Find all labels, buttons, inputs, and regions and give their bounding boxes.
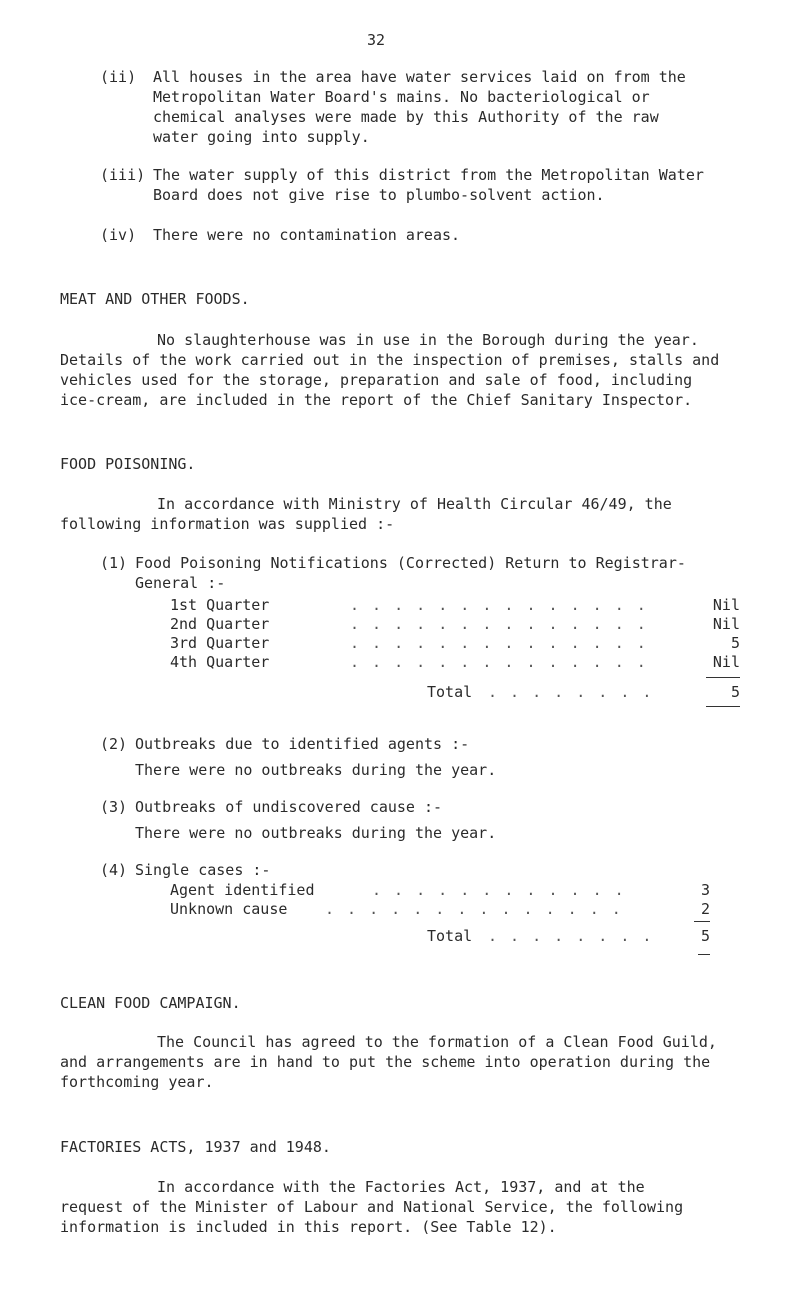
item-ii-line: water going into supply. [153, 128, 370, 146]
page-number: 32 [367, 31, 386, 49]
item1-line: Food Poisoning Notifications (Corrected) Return to Registrar- [135, 554, 686, 572]
leader-dots: . . . . . . . . [488, 683, 654, 701]
quarter-label: 2nd Quarter [170, 615, 270, 633]
total-underline [706, 706, 740, 707]
total-value: 5 [700, 927, 710, 945]
item-ii-label: (ii) [100, 68, 137, 86]
item3-text: There were no outbreaks during the year. [135, 824, 497, 842]
total-label: Total [427, 683, 473, 701]
leader-dots: . . . . . . . . . . . . . . [350, 653, 648, 671]
item-ii-line: chemical analyses were made by this Authority of the raw [153, 108, 659, 126]
item-iv-label: (iv) [100, 226, 137, 244]
item-ii-line: All houses in the area have water services laid on from the [153, 68, 686, 86]
item4-heading: Single cases :- [135, 861, 271, 879]
meat-line: vehicles used for the storage, preparation and sale of food, including [60, 371, 693, 389]
single-case-label: Unknown cause [170, 900, 288, 918]
item2-label: (2) [100, 735, 128, 753]
item1-line: General :- [135, 574, 226, 592]
item2-text: There were no outbreaks during the year. [135, 761, 497, 779]
leader-dots: . . . . . . . . . . . . [372, 881, 626, 899]
quarter-value: Nil [712, 615, 740, 633]
item3-label: (3) [100, 798, 128, 816]
total-label: Total [427, 927, 473, 945]
clean-food-line: forthcoming year. [60, 1073, 214, 1091]
item4-label: (4) [100, 861, 128, 879]
item-iii-label: (iii) [100, 166, 146, 184]
item-ii-line: Metropolitan Water Board's mains. No bacteriological or [153, 88, 650, 106]
quarter-label: 4th Quarter [170, 653, 270, 671]
item1-label: (1) [100, 554, 128, 572]
factories-line: information is included in this report. (See Table 12). [60, 1218, 557, 1236]
leader-dots: . . . . . . . . . . . . . . [350, 634, 648, 652]
sum-rule [694, 921, 710, 922]
leader-dots: . . . . . . . . . . . . . . [350, 596, 648, 614]
leader-dots: . . . . . . . . . . . . . . [350, 615, 648, 633]
clean-food-line: The Council has agreed to the formation of a Clean Food Guild, [157, 1033, 717, 1051]
item2-heading: Outbreaks due to identified agents :- [135, 735, 470, 753]
sum-rule [706, 677, 740, 678]
single-case-value: 3 [700, 881, 710, 899]
leader-dots: . . . . . . . . . . . . . . [325, 900, 623, 918]
quarter-value: Nil [712, 653, 740, 671]
single-case-label: Agent identified [170, 881, 315, 899]
total-underline [698, 954, 710, 955]
quarter-label: 1st Quarter [170, 596, 270, 614]
food-poisoning-intro: In accordance with Ministry of Health Circular 46/49, the [157, 495, 672, 513]
meat-line: No slaughterhouse was in use in the Borough during the year. [157, 331, 699, 349]
meat-line: ice-cream, are included in the report of the Chief Sanitary Inspector. [60, 391, 693, 409]
quarter-value: 5 [730, 634, 740, 652]
factories-line: request of the Minister of Labour and National Service, the following [60, 1198, 684, 1216]
meat-heading: MEAT AND OTHER FOODS. [60, 290, 250, 308]
quarter-value: Nil [712, 596, 740, 614]
clean-food-line: and arrangements are in hand to put the scheme into operation during the [60, 1053, 711, 1071]
food-poisoning-heading: FOOD POISONING. [60, 455, 196, 473]
leader-dots: . . . . . . . . [488, 927, 654, 945]
food-poisoning-intro: following information was supplied :- [60, 515, 395, 533]
meat-line: Details of the work carried out in the inspection of premises, stalls and [60, 351, 720, 369]
quarter-label: 3rd Quarter [170, 634, 270, 652]
clean-food-heading: CLEAN FOOD CAMPAIGN. [60, 994, 241, 1012]
factories-line: In accordance with the Factories Act, 1937, and at the [157, 1178, 645, 1196]
factories-heading: FACTORIES ACTS, 1937 and 1948. [60, 1138, 331, 1156]
single-case-value: 2 [700, 900, 710, 918]
total-value: 5 [730, 683, 740, 701]
item-iii-line: The water supply of this district from the Metropolitan Water [153, 166, 704, 184]
item-iv-text: There were no contamination areas. [153, 226, 461, 244]
item-iii-line: Board does not give rise to plumbo-solvent action. [153, 186, 605, 204]
item3-heading: Outbreaks of undiscovered cause :- [135, 798, 443, 816]
